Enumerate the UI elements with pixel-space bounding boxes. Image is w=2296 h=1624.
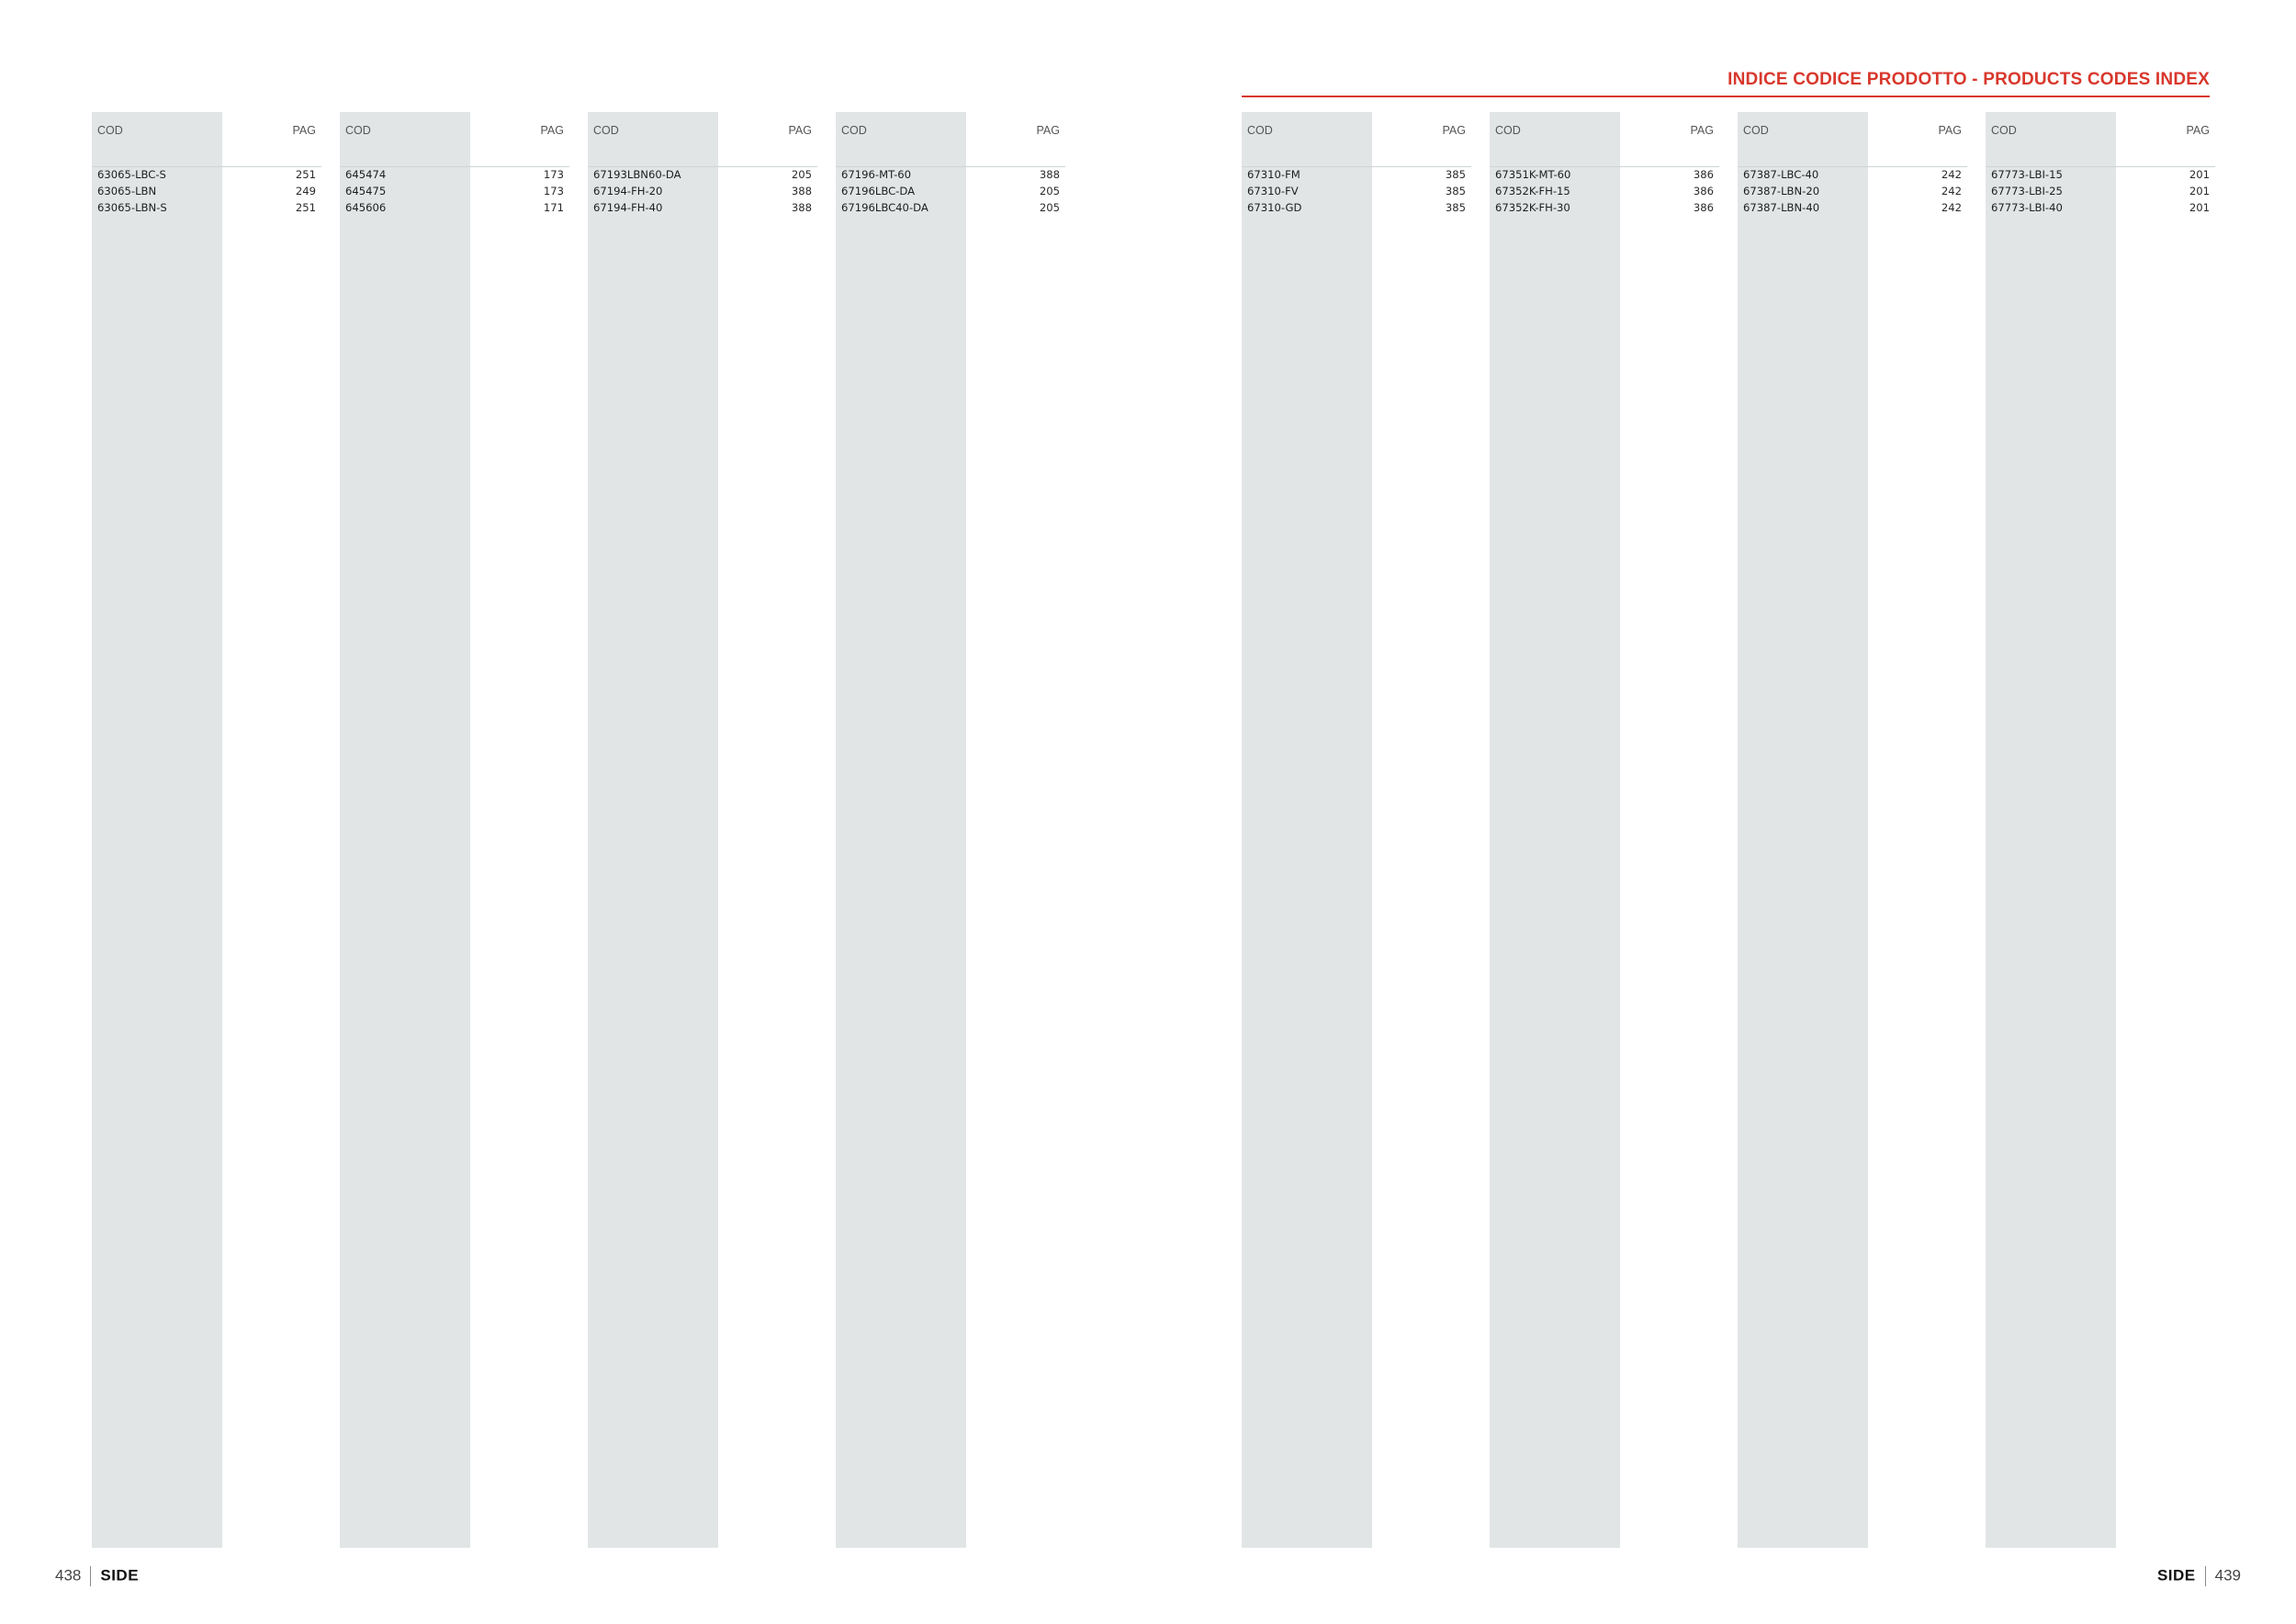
page-number: 242 — [1941, 200, 1962, 214]
page-number: 386 — [1693, 200, 1714, 214]
page-number: 173 — [543, 168, 564, 181]
page-number: 201 — [2189, 200, 2210, 214]
product-code: 67194-FH-20 — [593, 184, 663, 197]
product-code: 645606 — [345, 200, 387, 214]
index-row — [1242, 184, 1471, 200]
page-number: 251 — [295, 200, 316, 214]
cod-header: COD — [593, 124, 619, 137]
index-row — [1242, 167, 1471, 184]
page-number: 388 — [1039, 168, 1060, 181]
page-number: 385 — [1445, 184, 1466, 197]
product-code: 67387-LBN-40 — [1743, 200, 1820, 214]
index-row — [1986, 184, 2215, 200]
page-number: 385 — [1445, 168, 1466, 181]
index-row — [1242, 200, 1471, 217]
page-number: 205 — [791, 168, 812, 181]
product-code: 67196-MT-60 — [841, 168, 912, 181]
cod-header: COD — [97, 124, 123, 137]
page-number: 251 — [295, 168, 316, 181]
index-row — [1490, 200, 1719, 217]
index-row — [1738, 167, 1967, 184]
cod-header: COD — [1743, 124, 1769, 137]
page-number: 249 — [295, 184, 316, 197]
index-column — [92, 112, 321, 1548]
index-row — [340, 184, 569, 200]
page-number-left: 438 — [55, 1566, 82, 1585]
pag-header: PAG — [1690, 124, 1714, 137]
product-code: 67310-FV — [1247, 184, 1299, 197]
product-code: 67773-LBI-40 — [1991, 200, 2063, 214]
page-number: 201 — [2189, 184, 2210, 197]
page-number: 388 — [791, 200, 812, 214]
index-row — [588, 184, 817, 200]
product-code: 63065-LBN — [97, 184, 157, 197]
index-row — [836, 184, 1065, 200]
page-number: 171 — [543, 200, 564, 214]
product-code: 67310-FM — [1247, 168, 1300, 181]
footer-left — [55, 1566, 139, 1586]
page-number: 201 — [2189, 168, 2210, 181]
column-header — [588, 112, 817, 167]
product-code: 67194-FH-40 — [593, 200, 663, 214]
brand-name-right: SIDE — [2156, 1566, 2196, 1585]
column-header — [1986, 112, 2215, 167]
index-row — [836, 200, 1065, 217]
index-row — [92, 184, 321, 200]
index-row — [1986, 200, 2215, 217]
index-row — [1490, 184, 1719, 200]
index-column — [340, 112, 569, 1548]
index-column — [1986, 112, 2215, 1548]
column-header — [1490, 112, 1719, 167]
index-row — [588, 167, 817, 184]
column-header — [1242, 112, 1471, 167]
product-code: 67773-LBI-25 — [1991, 184, 2063, 197]
product-code: 63065-LBN-S — [97, 200, 167, 214]
product-code: 645474 — [345, 168, 387, 181]
index-row — [836, 167, 1065, 184]
index-row — [588, 200, 817, 217]
index-row — [1490, 167, 1719, 184]
page-number: 386 — [1693, 184, 1714, 197]
index-column — [1738, 112, 1967, 1548]
index-row — [340, 167, 569, 184]
index-row — [92, 200, 321, 217]
column-header — [836, 112, 1065, 167]
product-code: 67196LBC40-DA — [841, 200, 929, 214]
brand-name-left: SIDE — [100, 1566, 140, 1585]
index-row — [340, 200, 569, 217]
product-code: 67387-LBN-20 — [1743, 184, 1820, 197]
product-code: 67310-GD — [1247, 200, 1302, 214]
index-row — [1986, 167, 2215, 184]
page-header-title: INDICE CODICE PRODOTTO - PRODUCTS CODES INDEX — [1728, 70, 2210, 89]
product-code: 67351K-MT-60 — [1495, 168, 1571, 181]
cod-header: COD — [345, 124, 371, 137]
product-code: 67196LBC-DA — [841, 184, 916, 197]
pag-header: PAG — [2186, 124, 2210, 137]
pag-header: PAG — [292, 124, 316, 137]
pag-header: PAG — [1938, 124, 1962, 137]
pag-header: PAG — [788, 124, 812, 137]
index-row — [1738, 184, 1967, 200]
pag-header: PAG — [1036, 124, 1060, 137]
page-number-right: 439 — [2214, 1566, 2241, 1585]
index-row — [92, 167, 321, 184]
product-code: 67193LBN60-DA — [593, 168, 681, 181]
page-number: 386 — [1693, 168, 1714, 181]
cod-header: COD — [1247, 124, 1273, 137]
page-number: 388 — [791, 184, 812, 197]
cod-header: COD — [841, 124, 867, 137]
product-code: 63065-LBC-S — [97, 168, 166, 181]
footer-separator — [90, 1566, 91, 1586]
page-number: 205 — [1039, 200, 1060, 214]
page-number: 385 — [1445, 200, 1466, 214]
page-number: 173 — [543, 184, 564, 197]
cod-header: COD — [1495, 124, 1521, 137]
product-code: 67352K-FH-15 — [1495, 184, 1570, 197]
index-row — [1738, 200, 1967, 217]
footer-separator — [2205, 1566, 2206, 1586]
page-number: 205 — [1039, 184, 1060, 197]
index-column — [1242, 112, 1471, 1548]
index-column — [1490, 112, 1719, 1548]
header-rule — [1242, 96, 2210, 97]
index-column — [836, 112, 1065, 1548]
pag-header: PAG — [1442, 124, 1466, 137]
cod-header: COD — [1991, 124, 2017, 137]
footer-right — [2157, 1566, 2241, 1586]
product-code: 67352K-FH-30 — [1495, 200, 1570, 214]
index-column — [588, 112, 817, 1548]
product-code: 67773-LBI-15 — [1991, 168, 2063, 181]
column-header — [1738, 112, 1967, 167]
product-code: 645475 — [345, 184, 387, 197]
pag-header: PAG — [540, 124, 564, 137]
page-number: 242 — [1941, 184, 1962, 197]
product-code: 67387-LBC-40 — [1743, 168, 1819, 181]
page-number: 242 — [1941, 168, 1962, 181]
column-header — [340, 112, 569, 167]
column-header — [92, 112, 321, 167]
